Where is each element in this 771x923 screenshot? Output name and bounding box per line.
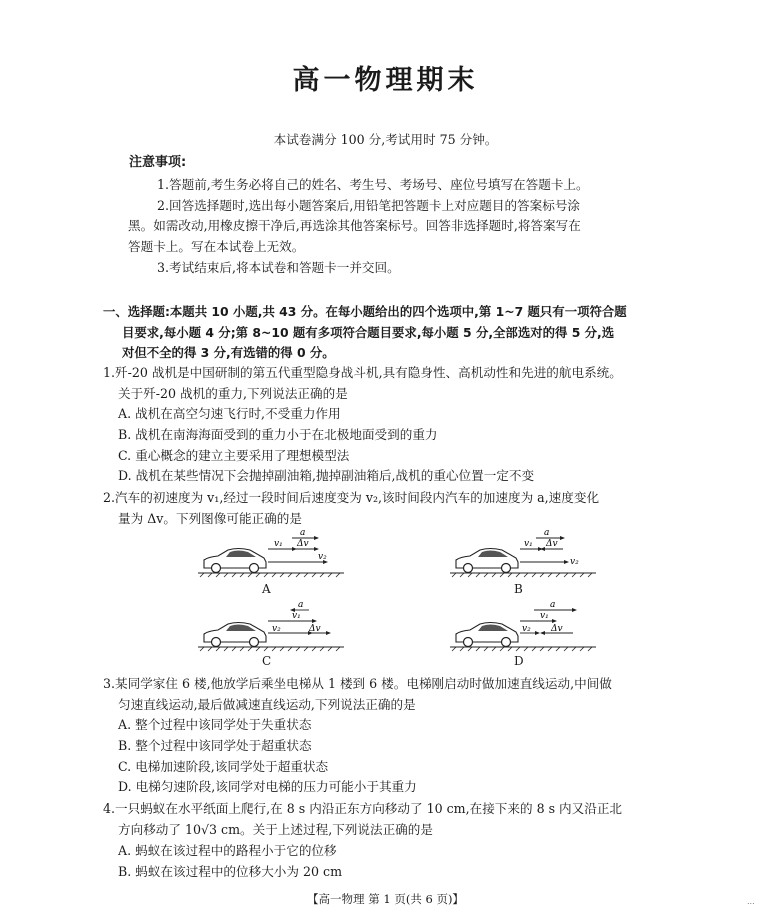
section-heading: 一、选择题:本题共 10 小题,共 43 分。在每小题给出的四个选项中,第 1~7 题只有一项符合题 (103, 304, 627, 319)
question-2-stem: 2.汽车的初速度为 v₁,经过一段时间后速度变为 v₂,该时间段内汽车的加速度为 a,速度变化 (103, 490, 600, 505)
arrow-label: Δv (309, 624, 321, 634)
page-title: 高一物理期末 (292, 65, 479, 96)
arrow-label: a (300, 528, 306, 538)
exam-info: 本试卷满分 100 分,考试用时 75 分钟。 (273, 132, 498, 147)
car-icon (456, 549, 518, 573)
figure-d (448, 600, 598, 652)
notice-heading: 注意事项: (129, 155, 187, 170)
question-1-stem: 1.歼-20 战机是中国研制的第五代重型隐身战斗机,具有隐身性、高机动性和先进的航电系统。 (103, 365, 622, 380)
arrow-label: v₁ (524, 539, 533, 549)
arrow-label: v₁ (540, 611, 549, 621)
arrow-v1 (520, 619, 557, 623)
question-3-stem: 3.某同学家住 6 楼,他放学后乘坐电梯从 1 楼到 6 楼。电梯刚启动时做加速直线运动,中间做 (103, 676, 612, 691)
question-1-option-d: D. 战机在某些情况下会抛掉副油箱,抛掉副油箱后,战机的重心位置一定不变 (118, 468, 535, 483)
question-3-option-a: A. 整个过程中该同学处于失重状态 (118, 717, 312, 732)
figure-c (196, 600, 346, 652)
question-3-option-b: B. 整个过程中该同学处于超重状态 (118, 738, 312, 753)
arrow-label: v₂ (318, 552, 327, 562)
question-1-stem: 关于歼-20 战机的重力,下列说法正确的是 (118, 386, 348, 401)
notice-line: 黑。如需改动,用橡皮擦干净后,再选涂其他答案标号。回答非选择题时,将答案写在 (128, 218, 581, 233)
question-1-option-a: A. 战机在高空匀速飞行时,不受重力作用 (118, 406, 341, 421)
question-3-stem: 匀速直线运动,最后做减速直线运动,下列说法正确的是 (118, 697, 416, 712)
figure-label-c: C (262, 654, 272, 668)
ground (450, 573, 596, 577)
arrow-label: v₂ (522, 624, 531, 634)
arrow-label: a (550, 600, 556, 610)
ground (198, 647, 344, 651)
question-4-option-b: B. 蚂蚁在该过程中的位移大小为 20 cm (118, 864, 343, 879)
figure-b (448, 526, 598, 578)
arrow-v2 (520, 560, 569, 564)
corner-mark: ... (747, 897, 755, 906)
question-4-stem: 4.一只蚂蚁在水平纸面上爬行,在 8 s 内沿正东方向移动了 10 cm,在接下来的 8 s 内又沿正北 (103, 801, 623, 816)
question-1-option-c: C. 重心概念的建立主要采用了理想模型法 (118, 448, 350, 463)
notice-line: 2.回答选择题时,选出每小题答案后,用铅笔把答题卡上对应题目的答案标号涂 (157, 198, 581, 213)
figure-a (196, 526, 346, 578)
arrow-label: a (298, 600, 304, 610)
arrow-label: v₁ (274, 539, 283, 549)
arrow-label: Δv (297, 539, 309, 549)
question-4-stem: 方向移动了 10√3 cm。关于上述过程,下列说法正确的是 (118, 822, 433, 837)
question-3-option-c: C. 电梯加速阶段,该同学处于超重状态 (118, 759, 329, 774)
question-1-option-b: B. 战机在南海海面受到的重力小于在北极地面受到的重力 (118, 427, 438, 442)
page-footer: 【高一物理 第 1 页(共 6 页)】 (307, 892, 464, 906)
arrow-label: v₂ (570, 557, 579, 567)
notice-line: 3.考试结束后,将本试卷和答题卡一并交回。 (157, 260, 400, 275)
car-icon (456, 623, 518, 647)
notice-line: 答题卡上。写在本试卷上无效。 (128, 239, 305, 254)
figure-label-a: A (262, 582, 271, 596)
arrow-label: Δv (546, 539, 558, 549)
ground (198, 573, 344, 577)
figure-label-b: B (514, 582, 523, 596)
question-3-option-d: D. 电梯匀速阶段,该同学对电梯的压力可能小于其重力 (118, 779, 417, 794)
arrow-label: a (544, 528, 550, 538)
arrow-label: Δv (551, 624, 563, 634)
question-2-stem: 量为 Δv。下列图像可能正确的是 (118, 511, 302, 526)
question-4-option-a: A. 蚂蚁在该过程中的路程小于它的位移 (118, 843, 337, 858)
car-icon (204, 549, 266, 573)
ground (450, 647, 596, 651)
section-heading-line: 目要求,每小题 4 分;第 8~10 题有多项符合题目要求,每小题 5 分,全部选对的得 5 分,选 (122, 325, 615, 340)
arrow-label: v₁ (292, 611, 301, 621)
notice-line: 1.答题前,考生务必将自己的姓名、考生号、考场号、座位号填写在答题卡上。 (157, 177, 589, 192)
car-icon (204, 623, 266, 647)
arrow-label: v₂ (272, 624, 281, 634)
figure-label-d: D (514, 654, 524, 668)
section-heading-line: 对但不全的得 3 分,有选错的得 0 分。 (122, 345, 335, 360)
